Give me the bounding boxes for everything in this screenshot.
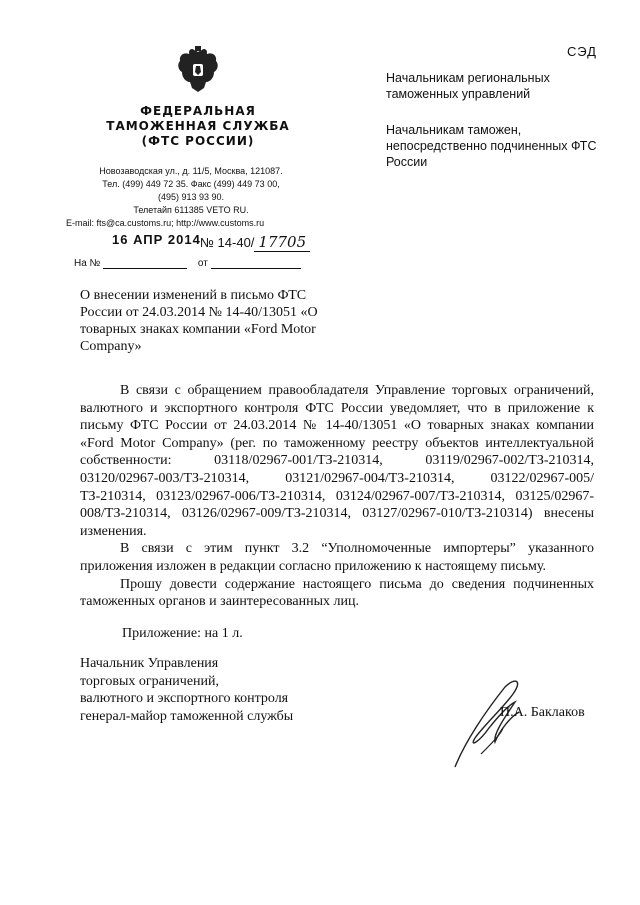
org-name-line3: (ФТС РОССИИ): [141, 134, 255, 148]
signer-name: П.А. Баклаков: [500, 705, 585, 720]
annex-note: Приложение: на 1 л.: [122, 626, 243, 641]
double-headed-eagle-emblem-icon: [174, 46, 222, 96]
signatory-title: [80, 655, 330, 725]
body-paragraph-2: В связи с этим пункт 3.2 “Уполномоченные импортеры” указанного приложения изложен в редакции согласно приложению к настоящему письму.: [80, 541, 594, 574]
recipient-2: Начальникам таможен, непосредственно подчиненных ФТС России: [386, 123, 597, 169]
sed-mark: СЭД: [567, 44, 597, 59]
handwritten-signature-icon: [445, 672, 535, 772]
organization-contacts: [66, 165, 316, 230]
body-paragraph-3: Прошу довести содержание настоящего письма до сведения подчиненных таможенных органов и заинтересованных лиц.: [80, 576, 594, 610]
signatory-title-line2: торговых ограничений,: [80, 673, 220, 689]
address-line2: Тел. (499) 449 72 35. Факс (499) 449 73 00,: [102, 179, 280, 189]
email-line: E-mail: fts@ca.customs.ru; http://www.customs.ru: [66, 218, 265, 228]
recipient-1: Начальникам региональных таможенных управлений: [386, 71, 550, 101]
org-name-line1: ФЕДЕРАЛЬНАЯ: [140, 104, 256, 118]
address-line3: (495) 913 93 90.: [157, 192, 225, 202]
outgoing-number: [200, 233, 310, 252]
signatory-title-line3: валютного и экспортного контроля: [80, 691, 289, 706]
signatory-title-line1: Начальник Управления: [80, 656, 219, 671]
outgoing-number-prefix: № 14-40/: [200, 235, 255, 250]
org-name-line2: ТАМОЖЕННАЯ СЛУЖБА: [106, 119, 290, 133]
ref-number-blank: [103, 258, 187, 269]
signatory-title-line4: генерал-майор таможенной службы: [80, 708, 294, 724]
ref-date-blank: [211, 258, 301, 269]
organization-name: [98, 104, 298, 149]
reference-line: [74, 258, 301, 269]
letter-subject: О внесении изменений в письмо ФТС России от 24.03.2014 № 14-40/13051 «О товарных знаках компании «Ford Motor Company»: [80, 288, 318, 354]
ref-number-label: На №: [74, 258, 101, 269]
recipients-block: [386, 70, 616, 190]
address-line4: Телетайп 611385 VETO RU.: [133, 205, 249, 215]
outgoing-number-handwritten: 17705: [254, 233, 310, 252]
address-line1: Новозаводская ул., д. 11/5, Москва, 121087.: [99, 166, 283, 176]
letter-body: [80, 382, 594, 611]
body-paragraph-1: В связи с обращением правообладателя Управление торговых ограничений, валютного и экспортного контроля ФТС России уведомляет, что в приложение к письму ФТС России от 24.03.2014 № 14-40/13051 «О товарных знаках компании «Ford Motor Company» (рег. по таможенному реестру объектов интеллектуальной собственности: 03118/02967-001/ТЗ-210314, 03119/02967-002/ТЗ-210314, 03120/02967-003/ТЗ-210314, 03121/02967-004/ТЗ-210314, 03122/02967-005/ТЗ-210314, 03123/02967-006/ТЗ-210314, 03124/02967-007/ТЗ-210314, 03125/02967-008/ТЗ-210314, 03126/02967-009/ТЗ-210314, 03127/02967-010/ТЗ-210314) внесены изменения.: [80, 383, 594, 539]
date-stamp: 16 АПР 2014: [112, 232, 201, 247]
ref-date-label: от: [197, 258, 208, 269]
